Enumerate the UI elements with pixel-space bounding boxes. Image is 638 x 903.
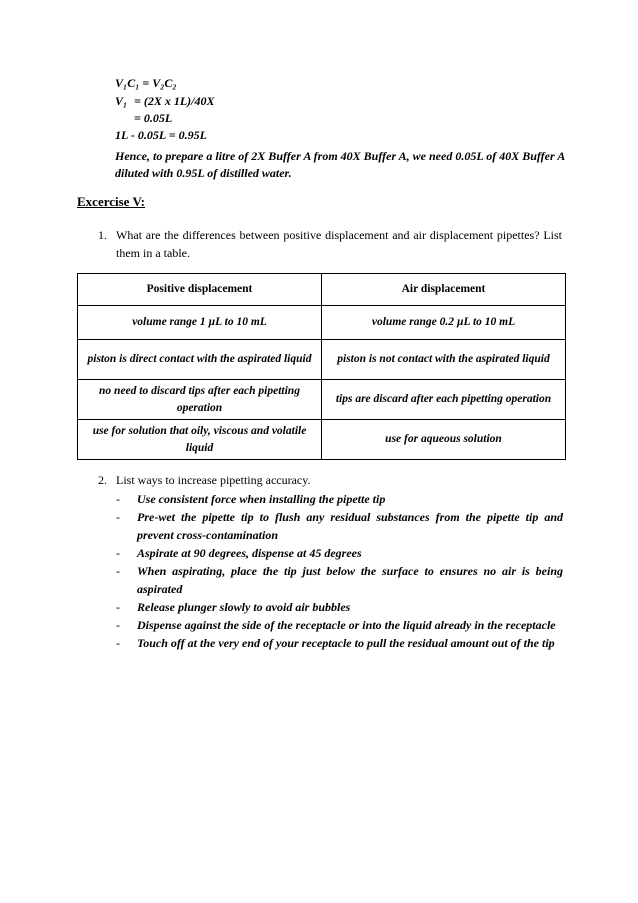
list-item bbox=[116, 598, 563, 616]
question-2 bbox=[98, 471, 562, 489]
table-row bbox=[78, 380, 566, 420]
list-item-text: Aspirate at 90 degrees, dispense at 45 degrees bbox=[137, 546, 362, 560]
question-2-text: List ways to increase pipetting accuracy. bbox=[116, 473, 311, 487]
list-item bbox=[116, 634, 563, 652]
bullet-dash: - bbox=[116, 564, 120, 578]
list-item-text: Touch off at the very end of your receptacle to pull the residual amount out of the tip bbox=[137, 636, 555, 650]
list-item bbox=[116, 490, 563, 508]
table-header-positive: Positive displacement bbox=[78, 274, 322, 306]
bullet-dash: - bbox=[116, 492, 120, 506]
list-item bbox=[116, 544, 563, 562]
comparison-table bbox=[77, 273, 566, 460]
table-row bbox=[78, 340, 566, 380]
table-cell: use for solution that oily, viscous and volatile liquid bbox=[78, 420, 322, 460]
table-cell: piston is not contact with the aspirated liquid bbox=[322, 340, 566, 380]
question-2-number: 2. bbox=[98, 473, 107, 487]
list-item-text: Release plunger slowly to avoid air bubbles bbox=[137, 600, 351, 614]
table-cell: piston is direct contact with the aspirated liquid bbox=[78, 340, 322, 380]
list-item-text: Pre-wet the pipette tip to flush any residual substances from the pipette tip and prevent cross-contamination bbox=[137, 510, 563, 542]
question-1-text: What are the differences between positive displacement and air displacement pipettes? List them in a table. bbox=[116, 228, 562, 260]
equation-line-1: V₁C₁ = V₂C₂ bbox=[115, 76, 177, 90]
list-item bbox=[116, 508, 563, 544]
bullet-dash: - bbox=[116, 636, 120, 650]
table-cell: tips are discard after each pipetting operation bbox=[322, 380, 566, 420]
list-item-text: Use consistent force when installing the pipette tip bbox=[137, 492, 386, 506]
exercise-heading: Excercise V: bbox=[77, 194, 145, 209]
table-cell: volume range 1 µL to 10 mL bbox=[78, 306, 322, 340]
list-item-text: Dispense against the side of the receptacle or into the liquid already in the receptacle bbox=[137, 618, 556, 632]
table-row bbox=[78, 306, 566, 340]
equation-line-2 bbox=[115, 92, 215, 110]
question-1 bbox=[98, 226, 562, 262]
table-cell: no need to discard tips after each pipetting operation bbox=[78, 380, 322, 420]
list-item bbox=[116, 616, 563, 634]
equation-line-2-value: = (2X x 1L)/40X bbox=[134, 94, 215, 108]
equation-line-3-value: = 0.05L bbox=[134, 111, 173, 125]
table-cell: volume range 0.2 µL to 10 mL bbox=[322, 306, 566, 340]
table-header-air: Air displacement bbox=[322, 274, 566, 306]
list-item-text: When aspirating, place the tip just below the surface to ensures no air is being aspirated bbox=[137, 564, 563, 596]
equation-line-4: 1L - 0.05L = 0.95L bbox=[115, 128, 207, 142]
bullet-dash: - bbox=[116, 546, 120, 560]
equation-line-2-label: V₁ bbox=[115, 94, 128, 108]
bullet-dash: - bbox=[116, 618, 120, 632]
table-cell: use for aqueous solution bbox=[322, 420, 566, 460]
accuracy-tips-list bbox=[116, 490, 563, 652]
question-1-number: 1. bbox=[98, 228, 107, 242]
bullet-dash: - bbox=[116, 510, 120, 524]
bullet-dash: - bbox=[116, 600, 120, 614]
table-row bbox=[78, 420, 566, 460]
conclusion-paragraph: Hence, to prepare a litre of 2X Buffer A from 40X Buffer A, we need 0.05L of 40X Buffer A diluted with 0.95L of distilled water. bbox=[115, 149, 565, 180]
list-item bbox=[116, 562, 563, 598]
